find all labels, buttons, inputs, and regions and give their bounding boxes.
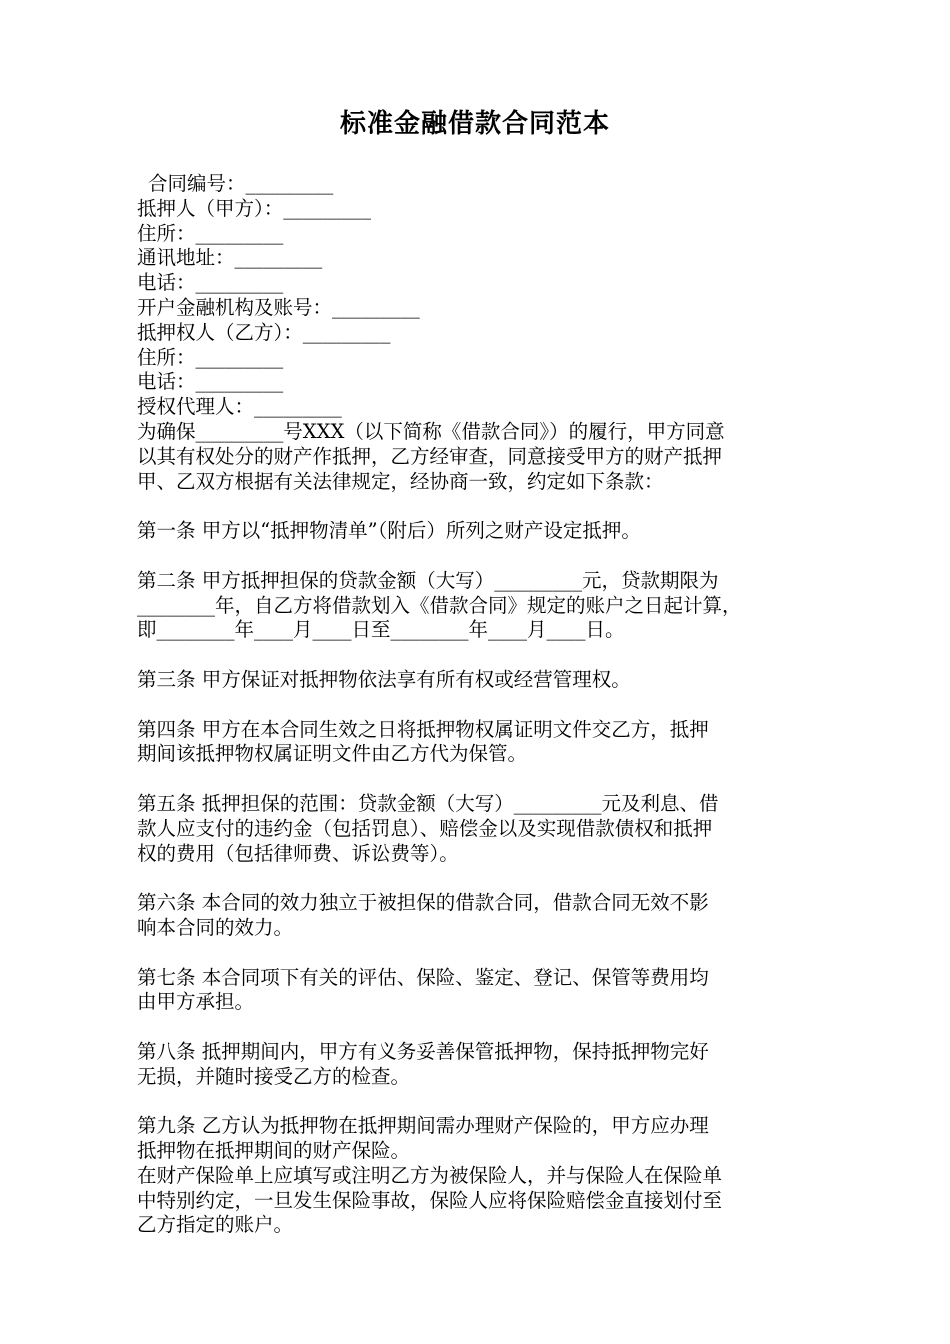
article-2: 第二条 甲方抵押担保的贷款金额（大写）_________元，贷款期限为 ________年，自乙方将借款划入《借款合同》规定的账户之日起计算， 即________年____月____日至________年____月____日。 <box>137 568 742 642</box>
paragraph-gap <box>137 941 827 966</box>
article-4: 第四条 甲方在本合同生效之日将抵押物权属证明文件交乙方，抵押 期间该抵押物权属证明文件由乙方代为保管。 <box>137 717 709 766</box>
paragraph-gap <box>137 494 827 519</box>
article-8: 第八条 抵押期间内，甲方有义务妥善保管抵押物，保持抵押物完好 无损，并随时接受乙方的检查。 <box>137 1039 709 1088</box>
mortgagor-address-field: 住所：_________ <box>137 221 284 245</box>
mortgagee-field: 抵押权人（乙方）：_________ <box>137 320 391 344</box>
mortgagee-address-field: 住所：_________ <box>137 345 284 369</box>
article-3: 第三条 甲方保证对抵押物依法享有所有权或经营管理权。 <box>137 667 631 691</box>
preamble-paragraph: 为确保_________号XXX（以下简称《借款合同》）的履行，甲方同意 以其有权处分的财产作抵押，乙方经审查，同意接受甲方的财产抵押 甲、乙双方根据有关法律规定，经协商一致，约定如下条款： <box>137 419 725 493</box>
bank-account-field: 开户金融机构及账号：_________ <box>137 295 420 319</box>
document-body <box>137 172 827 1238</box>
paragraph-gap <box>137 643 827 668</box>
article-6: 第六条 本合同的效力独立于被担保的借款合同，借款合同无效不影 响本合同的效力。 <box>137 891 709 939</box>
mortgagor-mailing-address-field: 通讯地址：_________ <box>137 246 323 270</box>
paragraph-gap <box>137 866 827 891</box>
article-7: 第七条 本合同项下有关的评估、保险、鉴定、登记、保管等费用均 由甲方承担。 <box>137 965 709 1014</box>
paragraph-gap <box>137 1089 827 1114</box>
article-9: 第九条 乙方认为抵押物在抵押期间需办理财产保险的，甲方应办理 抵押物在抵押期间的财产保险。 在财产保险单上应填写或注明乙方为被保险人，并与保险人在保险单 中特别约定，一旦发生保险事故，保险人应将保险赔偿金直接划付至 乙方指定的账户。 <box>137 1114 723 1237</box>
paragraph-gap <box>137 693 827 718</box>
mortgagee-phone-field: 电话：_________ <box>137 370 284 394</box>
contract-number-field: 合同编号：_________ <box>148 172 334 195</box>
paragraph-gap <box>137 544 827 569</box>
authorized-agent-field: 授权代理人：_________ <box>137 395 342 419</box>
mortgagor-phone-field: 电话：_________ <box>137 271 284 295</box>
mortgagor-field: 抵押人（甲方）：_________ <box>137 196 372 220</box>
article-1: 第一条 甲方以“抵押物清单”（附后）所列之财产设定抵押。 <box>137 519 641 543</box>
document-title: 标准金融借款合同范本 <box>339 109 610 139</box>
paragraph-gap <box>137 1015 827 1040</box>
article-5: 第五条 抵押担保的范围：贷款金额（大写）_________元及利息、借 款人应支付的违约金（包括罚息）、赔偿金以及实现借款债权和抵押 权的费用（包括律师费、诉讼费等）。 <box>137 791 719 865</box>
paragraph-gap <box>137 767 827 792</box>
